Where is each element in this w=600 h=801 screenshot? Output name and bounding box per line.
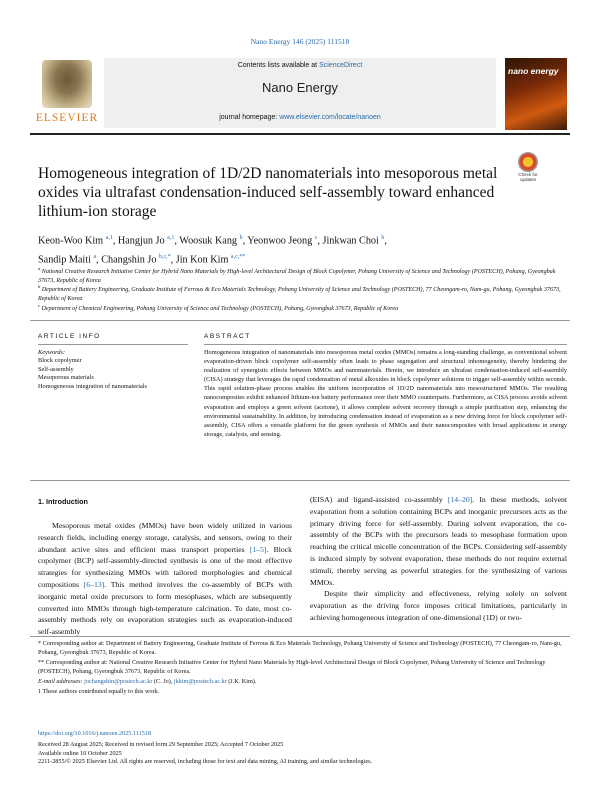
email-link[interactable]: jkkim@postech.ac.kr (173, 678, 227, 685)
keyword: Homogeneous integration of nanomaterials (38, 382, 147, 390)
article-info-heading: ARTICLE INFO (38, 333, 101, 340)
body-paragraph: Despite their simplicity and effectiveness, relying solely on solvent evaporation as the driving force imposes critical limitations, particularly in achieving homogeneous integration of one-dimensional (1D) or two- (310, 589, 567, 622)
author[interactable]: Keon-Woo Kim (38, 235, 104, 247)
cover-title: nano energy (508, 66, 559, 76)
author[interactable]: Changshin Jo (101, 254, 157, 266)
author[interactable]: Jin Kon Kim (175, 254, 229, 266)
abstract-text: Homogeneous integration of nanomaterials into mesoporous metal oxides (MMOs) remains a long-standing challenge, as conventional solvent evaporation-driven block copolymer self-assembly often leads to phase segregation and structural inhomogeneity, thereby hindering the realization of synergistic effects between MMOs and nanomaterials. Herein, we introduce an ultrafast condensation-induced self-assembly (CISA) strategy that leverages the rapid condensation of metal alkoxides in block copolymer solutions to trigger self-assembly within seconds. This rapid solution-phase process enables the uniform incorporation of 1D/2D nanomaterials into mesostructured MMOs. The resulting nanocomposites exhibit enhanced lithium-ion battery performance over their MMO counterparts. Furthermore, as CISA process avoids solvent evaporation and employs a green solvent (acetone), it allows complete solvent recovery through a simple purification step, enhancing the environmental sustainability. In addition, by introducing condensation instead of evaporation as a new driving force for block copolymer self-assembly, CISA offers a versatile platform for the green synthesis of MMOs and their nanocomposites with broad applications in energy storage, catalysis, and sensing. (204, 349, 567, 438)
body-column-left: Mesoporous metal oxides (MMOs) have been widely utilized in various research fields, including energy storage, catalysis, and sensors, owing to their abundant active sites and efficient mass transport properties [1–5]. Block copolymer (BCP) self-assembly-directed synthesis is one of the most effective strategies for synthesizing MMOs with tailored morphologies and chemical compositions [6–13]. This method involves the co-assembly of BCPs with inorganic metal oxide precursors to form mesophases, which are subsequently converted into MMOs through high-temperature calcination. To date, most co-assembly methods rely on evaporation strategies such as evaporation-induced self-assembly (38, 521, 292, 637)
journal-reference[interactable]: Nano Energy 146 (2025) 111518 (250, 37, 350, 46)
abstract-heading: ABSTRACT (204, 333, 251, 340)
citation-link[interactable]: [14–20] (447, 495, 473, 504)
check-for-updates-button[interactable] (512, 152, 544, 182)
author[interactable]: Woosuk Kang (179, 235, 238, 247)
author[interactable]: Sandip Maiti (38, 254, 91, 266)
elsevier-logo (35, 58, 99, 128)
equal-contribution-note: 1 These authors contributed equally to this work. (38, 688, 160, 695)
contents-line: Contents lists available at ScienceDirect (237, 62, 363, 69)
elsevier-tree-icon (42, 60, 92, 108)
journal-homepage-line: journal homepage: www.elsevier.com/locate/nanoen (219, 114, 381, 121)
doi-link[interactable]: https://doi.org/10.1016/j.nanoen.2025.111518 (38, 730, 152, 737)
keyword: Block copolymer (38, 357, 82, 364)
elsevier-wordmark: ELSEVIER (35, 112, 99, 124)
keyword: Mesoporous materials (38, 374, 94, 382)
citation-link[interactable]: [6–13] (83, 579, 105, 589)
abstract-divider (30, 480, 570, 481)
introduction-heading: 1. Introduction (38, 497, 88, 506)
footnote-divider (30, 636, 570, 637)
journal-cover-image (505, 58, 567, 130)
article-info-rule (38, 344, 188, 345)
body-column-right: (EISA) and ligand-assisted co-assembly [14–20]. In these methods, solvent evaporation from a solution containing BCPs and inorganic precursors acts as the primary driving force for self-assembly. During solvent evaporation, the co-assembly of the BCPs with the precursors leads to mesophase formation upon reaching the critical micelle concentration of the BCPs. Considering self-assembly is induced simply by solvent evaporation, these methods do not require external stimuli, thereby serving as powerful strategies for the synthesizing of various MMOs. Despite their simplicity and effectiveness, relying solely on solvent evaporation as the driving force imposes critical limitations, particularly in achieving homogeneous integration of one-dimensional (1D) or two- (310, 495, 567, 622)
article-title: Homogeneous integration of 1D/2D nanomaterials into mesoporous metal oxides via ultrafast condensation-induced self-assembly toward enhanced lithium-ion storage (38, 165, 498, 220)
check-updates-icon (518, 152, 538, 172)
keywords-label: Keywords: (38, 349, 66, 356)
abstract-rule (204, 344, 567, 345)
affiliation: $^b$ Department of Battery Engineering, Graduate Institute of Ferrous & Eco Materials Technology, Pohang University of Science and Technology (POSTECH), 77 Cheongam-ro, Nam-gu, Pohang, Gyeongbuk 37673, Republic of Korea (38, 284, 561, 302)
email-link[interactable]: jochangshin@postech.ac.kr (84, 678, 153, 685)
article-dates (38, 741, 568, 767)
online-date: Available online 10 October 2025 (38, 749, 122, 757)
keyword: Self-assembly (38, 365, 74, 373)
author-list: Keon-Woo Kim $^{a,1}$, Hangjun Jo $^{a,1}$, Woosuk Kang $^b$, Yeonwoo Jeong $^c$, Jinkwan Choi $^b$, Sandip Maiti $^a$, Changshin Jo $^{b,c,*}$, Jin Kon Kim $^{a,c,**}$ (38, 235, 387, 266)
citation-link[interactable]: [1–5] (249, 544, 267, 554)
header-divider (30, 133, 570, 135)
journal-header (104, 58, 496, 128)
journal-name: Nano Energy (262, 80, 338, 95)
received-dates: Received 28 August 2025; Received in revised form 29 September 2025; Accepted 7 October 2025 (38, 741, 284, 748)
copyright-line: 2211-2855/© 2025 Elsevier Ltd. All rights are reserved, including those for text and data mining, AI training, and similar technologies. (38, 758, 373, 766)
author[interactable]: Hangjun Jo (117, 235, 165, 247)
check-updates-label: Check for updates (518, 172, 538, 182)
affiliation: $^c$ Department of Chemical Engineering, Pohang University of Science and Technology (POSTECH), Pohang, Gyeongbuk 37673, Republic of Korea (38, 303, 399, 313)
email-addresses: E-mail addresses: jochangshin@postech.ac.kr (C. Jo), jkkim@postech.ac.kr (J.K. Kim). (38, 678, 257, 685)
affiliation-divider (30, 320, 570, 321)
affiliation: $^a$ National Creative Research Initiative Center for Hybrid Nano Materials by High-level Architectural Design of Block Copolymer, Pohang University of Science and Technology (POSTECH), Pohang, Gyeongbuk 37673, Republic of Korea (38, 266, 556, 284)
corresponding-author-note: * Corresponding author at: Department of Battery Engineering, Graduate Institute of Ferrous & Eco Materials Technology, Pohang University of Science and Technology (POSTECH), 77 Cheongam-ro, Nam-gu, Pohang, Gyeongbuk 37673, Republic of Korea. (38, 640, 562, 656)
author[interactable]: Yeonwoo Jeong (247, 235, 313, 247)
corresponding-author-note: ** Corresponding author at: National Creative Research Initiative Center for Hybrid Nano Materials by High-level Architectural Design of Block Copolymer, Pohang University of Science and Technology (POSTECH), Pohang, Gyeongbuk 37673, Republic of Korea. (38, 659, 546, 675)
journal-homepage-link[interactable]: www.elsevier.com/locate/nanoen (279, 114, 381, 121)
author[interactable]: Jinkwan Choi (322, 235, 379, 247)
sciencedirect-link[interactable]: ScienceDirect (319, 62, 363, 69)
